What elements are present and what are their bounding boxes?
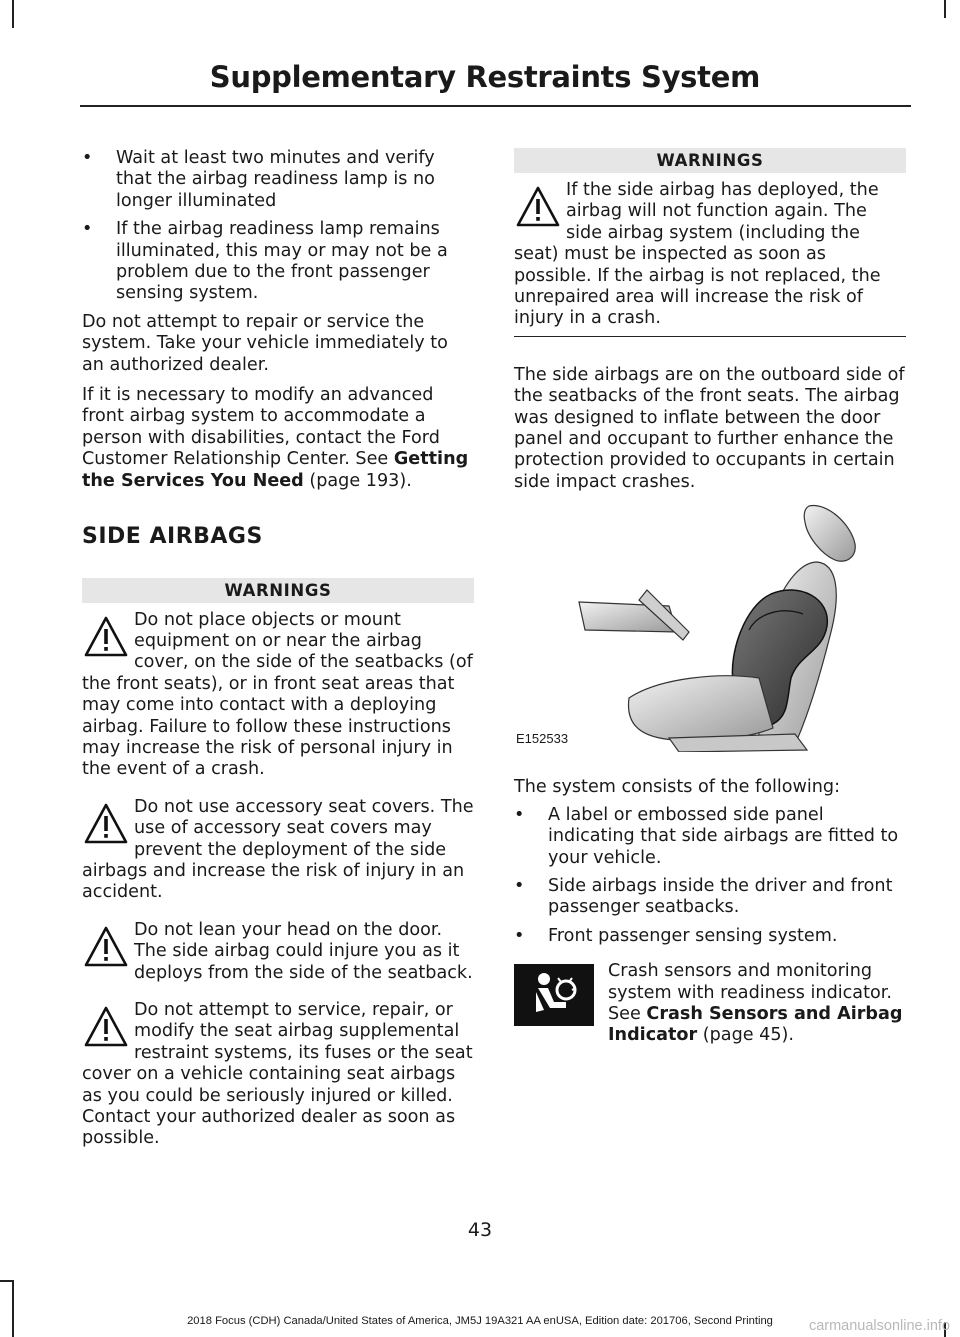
paragraph: Do not attempt to repair or service the system. Take your vehicle immediately to an authorized dealer.	[82, 311, 448, 375]
airbag-indicator-note	[514, 961, 906, 1047]
seat-with-airbag-drawing	[559, 502, 859, 752]
page-reference: (page 45).	[697, 1025, 795, 1046]
warning-text: Do not place objects or mount equipment on or near the airbag cover, on the side of the seatbacks (of the front seats), or in front seat areas that may come into contact with a deploying airbag. Failure to follow these instructions may increase the risk of personal injury in the event of a crash.	[82, 609, 473, 780]
list-item: • Front passenger sensing system.	[514, 926, 906, 947]
watermark: carmanualsonline.info	[808, 1318, 950, 1334]
warning-triangle-icon	[514, 183, 566, 229]
warnings-header: WARNINGS	[82, 578, 474, 603]
crop-mark-bottom-left-h	[0, 1280, 14, 1282]
warnings-header: WARNINGS	[514, 148, 906, 173]
cross-reference-link[interactable]: Crash Sensors and Airbag Indicator	[608, 1003, 903, 1046]
seated-passenger-airbag-icon	[514, 964, 594, 1026]
warning-item	[514, 180, 906, 330]
warning-triangle-icon	[82, 800, 134, 846]
paragraph-text: If it is necessary to modify an advanced front airbag system to accommodate a person with disabilities, contact the Ford Customer Relationship Center. See	[82, 385, 440, 470]
left-column	[82, 148, 474, 1166]
warning-triangle-icon	[82, 613, 134, 659]
side-airbag-seat-illustration	[514, 502, 906, 757]
warning-end-rule	[514, 336, 906, 337]
warning-item	[82, 1000, 474, 1150]
figure-code: E152533	[516, 731, 569, 747]
warning-text: Do not lean your head on the door. The side airbag could injure you as it deploys from the side of the seatback.	[134, 919, 473, 983]
page-reference: (page 193).	[303, 470, 412, 491]
header-rule	[80, 105, 911, 107]
airbag-indicator-icon	[514, 964, 594, 1026]
warning-item	[82, 920, 474, 984]
paragraph: The side airbags are on the outboard side of the seatbacks of the front seats. The airbag was designed to inflate between the door panel and occupant to further enhance the protection provided to occupants in certain side impact crashes.	[514, 364, 905, 492]
crop-mark-top-left	[12, 0, 14, 28]
section-heading: SIDE AIRBAGS	[82, 524, 263, 550]
paragraph-text: Crash sensors and monitoring system with readiness indicator. See	[608, 961, 892, 1024]
warning-text: Do not attempt to service, repair, or modify the seat airbag supplemental restraint systems, its fuses or the seat cover on a vehicle containing seat airbags as you could be seriously injured or killed. Contact your authorized dealer as soon as possible.	[82, 1000, 473, 1149]
crop-mark-bottom-left	[12, 1280, 14, 1337]
list-item: • Wait at least two minutes and verify that the airbag readiness lamp is no longer illuminated	[82, 148, 474, 212]
list-item: • A label or embossed side panel indicating that side airbags are fitted to your vehicle.	[514, 805, 906, 869]
warning-triangle-icon	[82, 1003, 134, 1049]
list-item: • Side airbags inside the driver and front passenger seatbacks.	[514, 876, 906, 919]
warning-triangle-icon	[82, 923, 134, 969]
warning-item	[82, 610, 474, 781]
crop-mark-top-right	[944, 0, 946, 18]
warning-text: Do not use accessory seat covers. The use of accessory seat covers may prevent the deployment of the side airbags and increase the risk of injury in an accident.	[82, 796, 474, 903]
warning-text: If the side airbag has deployed, the airbag will not function again. The side airbag system (including the seat) must be inspected as soon as possible. If the airbag is not replaced, the unrepaired area will increase the risk of injury in a crash.	[514, 180, 881, 329]
page-number: 43	[467, 1219, 493, 1241]
paragraph: The system consists of the following:	[514, 777, 841, 798]
page-header-title: Supplementary Restraints System	[209, 60, 760, 94]
right-column	[514, 148, 906, 1047]
footer-edition-line: 2018 Focus (CDH) Canada/United States of America, JM5J 19A321 AA enUSA, Edition date: 201706, Second Printing	[187, 1315, 773, 1327]
warning-item	[82, 797, 474, 904]
paragraph	[82, 385, 474, 492]
cross-reference-link[interactable]: Getting the Services You Need	[82, 449, 469, 491]
list-item: • If the airbag readiness lamp remains illuminated, this may or may not be a problem due to the front passenger sensing system.	[82, 219, 474, 305]
